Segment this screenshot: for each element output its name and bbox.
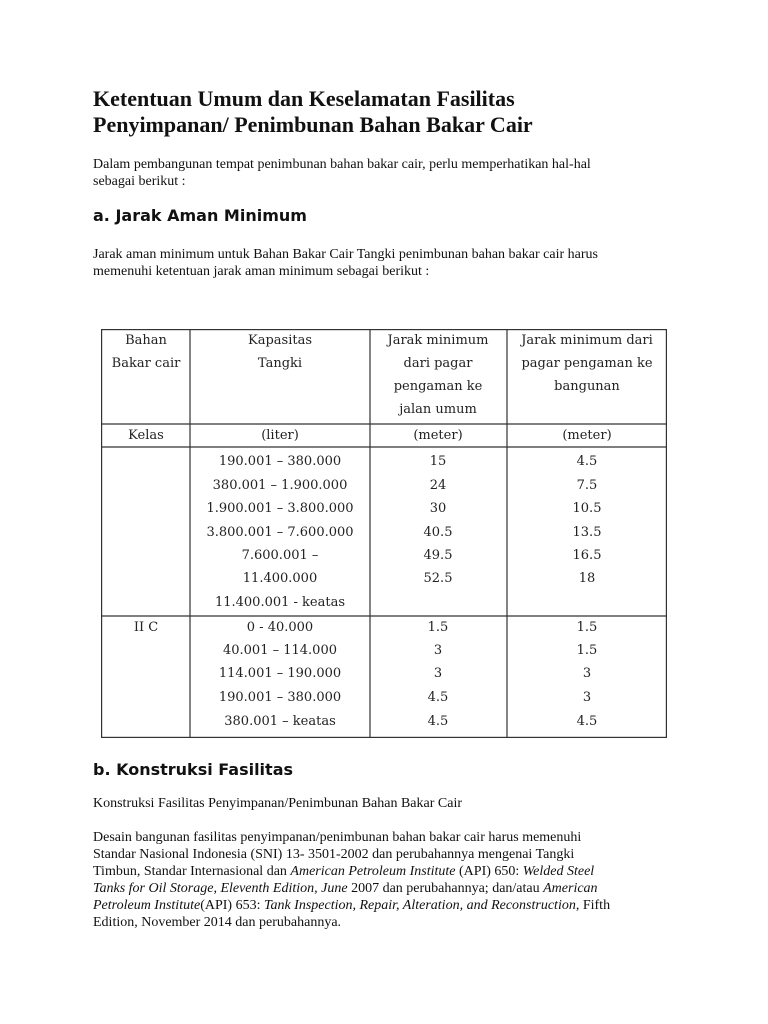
g1-bangunan-5: 16.5 <box>572 548 602 563</box>
g1-jalan-6: 52.5 <box>423 571 453 586</box>
g1-capacity-5: 7.600.001 – <box>241 548 319 563</box>
section-b-line-5b: (API) 653: <box>200 898 264 913</box>
g2-bangunan-4: 3 <box>582 690 592 705</box>
g1-jalan-1: 15 <box>429 454 447 469</box>
g1-bangunan-1: 4.5 <box>576 454 598 469</box>
g2-kelas: II C <box>133 620 159 635</box>
intro-line-1: Dalam pembangunan tempat penimbunan bahan bakar cair, perlu memperhatikan hal-hal <box>93 157 591 172</box>
page-title <box>93 86 693 138</box>
g1-bangunan-3: 10.5 <box>572 501 602 516</box>
section-b-line-4b: 2007 dan perubahannya; dan/atau <box>347 881 544 896</box>
section-b-line-5d: , Fifth <box>575 898 611 913</box>
unit-liter: (liter) <box>261 428 299 443</box>
section-b-line-3c: (API) 650: <box>455 864 523 879</box>
section-b-line-2: Standar Nasional Indonesia (SNI) 13- 3501-2002 dan perubahannya mengenai Tangki <box>93 847 575 862</box>
section-b-line-3b: American Petroleum Institute <box>290 864 456 879</box>
g1-jalan-5: 49.5 <box>423 548 453 563</box>
g2-jalan-3: 3 <box>433 666 443 681</box>
g2-jalan-1: 1.5 <box>427 620 449 635</box>
g1-jalan-3: 30 <box>429 501 447 516</box>
section-a-paragraph <box>93 246 683 280</box>
section-b-line-4a: Tanks for Oil Storage, Eleventh Edition, June <box>93 881 348 896</box>
section-a-line-2: memenuhi ketentuan jarak aman minimum sebagai berikut : <box>93 264 430 279</box>
g1-jalan-4: 40.5 <box>423 525 453 540</box>
section-b-line-3d: Welded Steel <box>522 864 595 879</box>
header-col4-line3: bangunan <box>554 379 620 394</box>
g1-capacity-1: 190.001 – 380.000 <box>218 454 342 469</box>
g2-capacity-3: 114.001 – 190.000 <box>218 666 342 681</box>
section-a-line-1: Jarak aman minimum untuk Bahan Bakar Cair Tangki penimbunan bahan bakar cair harus <box>93 247 598 262</box>
section-b-line-1: Desain bangunan fasilitas penyimpanan/penimbunan bahan bakar cair harus memenuhi <box>93 830 582 845</box>
g2-jalan-4: 4.5 <box>427 690 449 705</box>
unit-meter-jalan: (meter) <box>413 428 463 443</box>
g1-bangunan-6: 18 <box>578 571 596 586</box>
g2-capacity-1: 0 - 40.000 <box>246 620 314 635</box>
header-col2-line1: Kapasitas <box>247 333 313 348</box>
section-b-subtitle: Konstruksi Fasilitas Penyimpanan/Penimbunan Bahan Bakar Cair <box>93 796 463 811</box>
g2-capacity-2: 40.001 – 114.000 <box>222 643 338 658</box>
section-b-line-3a: Timbun, Standar Internasional dan <box>93 864 291 879</box>
intro-paragraph <box>93 156 683 190</box>
g1-capacity-6: 11.400.000 <box>242 571 318 586</box>
intro-line-2: sebagai berikut : <box>93 174 186 189</box>
section-b-line-5a: Petroleum Institute <box>93 898 201 913</box>
section-b-heading: b. Konstruksi Fasilitas <box>93 760 294 779</box>
g1-capacity-2: 380.001 – 1.900.000 <box>212 478 348 493</box>
g2-bangunan-2: 1.5 <box>576 643 598 658</box>
section-b-line-6: Edition, November 2014 dan perubahannya. <box>93 915 342 930</box>
header-col3-line2: dari pagar <box>403 356 473 371</box>
g2-bangunan-3: 3 <box>582 666 592 681</box>
g1-bangunan-2: 7.5 <box>576 478 598 493</box>
header-col3-line4: jalan umum <box>399 402 477 417</box>
header-col1-line2: Bakar cair <box>111 356 181 371</box>
section-b-line-5c: Tank Inspection, Repair, Alteration, and Reconstruction <box>263 898 576 913</box>
g2-jalan-2: 3 <box>433 643 443 658</box>
g1-capacity-7: 11.400.001 - keatas <box>214 595 346 610</box>
header-col1-line1: Bahan <box>125 333 167 348</box>
g2-capacity-5: 380.001 – keatas <box>224 714 336 729</box>
g1-jalan-2: 24 <box>429 478 447 493</box>
safety-distance-table <box>101 329 667 738</box>
g2-capacity-4: 190.001 – 380.000 <box>218 690 342 705</box>
header-col3-line1: Jarak minimum <box>387 333 489 348</box>
g1-bangunan-4: 13.5 <box>572 525 602 540</box>
header-col2-line2: Tangki <box>257 356 303 371</box>
g2-jalan-5: 4.5 <box>427 714 449 729</box>
g1-capacity-3: 1.900.001 – 3.800.000 <box>206 501 354 516</box>
header-col4-line1: Jarak minimum dari <box>521 333 653 348</box>
section-b-line-4c: American <box>543 881 598 896</box>
g2-bangunan-1: 1.5 <box>576 620 598 635</box>
section-a-heading: a. Jarak Aman Minimum <box>93 206 307 225</box>
unit-meter-bangunan: (meter) <box>562 428 612 443</box>
header-col4-line2: pagar pengaman ke <box>521 356 653 371</box>
g2-bangunan-5: 4.5 <box>576 714 598 729</box>
section-b-paragraph <box>93 829 683 931</box>
unit-kelas: Kelas <box>128 428 164 443</box>
title-line-2: Penyimpanan/ Penimbunan Bahan Bakar Cair <box>93 112 533 137</box>
title-line-1: Ketentuan Umum dan Keselamatan Fasilitas <box>93 86 515 111</box>
header-col3-line3: pengaman ke <box>393 379 483 394</box>
g1-capacity-4: 3.800.001 – 7.600.000 <box>206 525 354 540</box>
